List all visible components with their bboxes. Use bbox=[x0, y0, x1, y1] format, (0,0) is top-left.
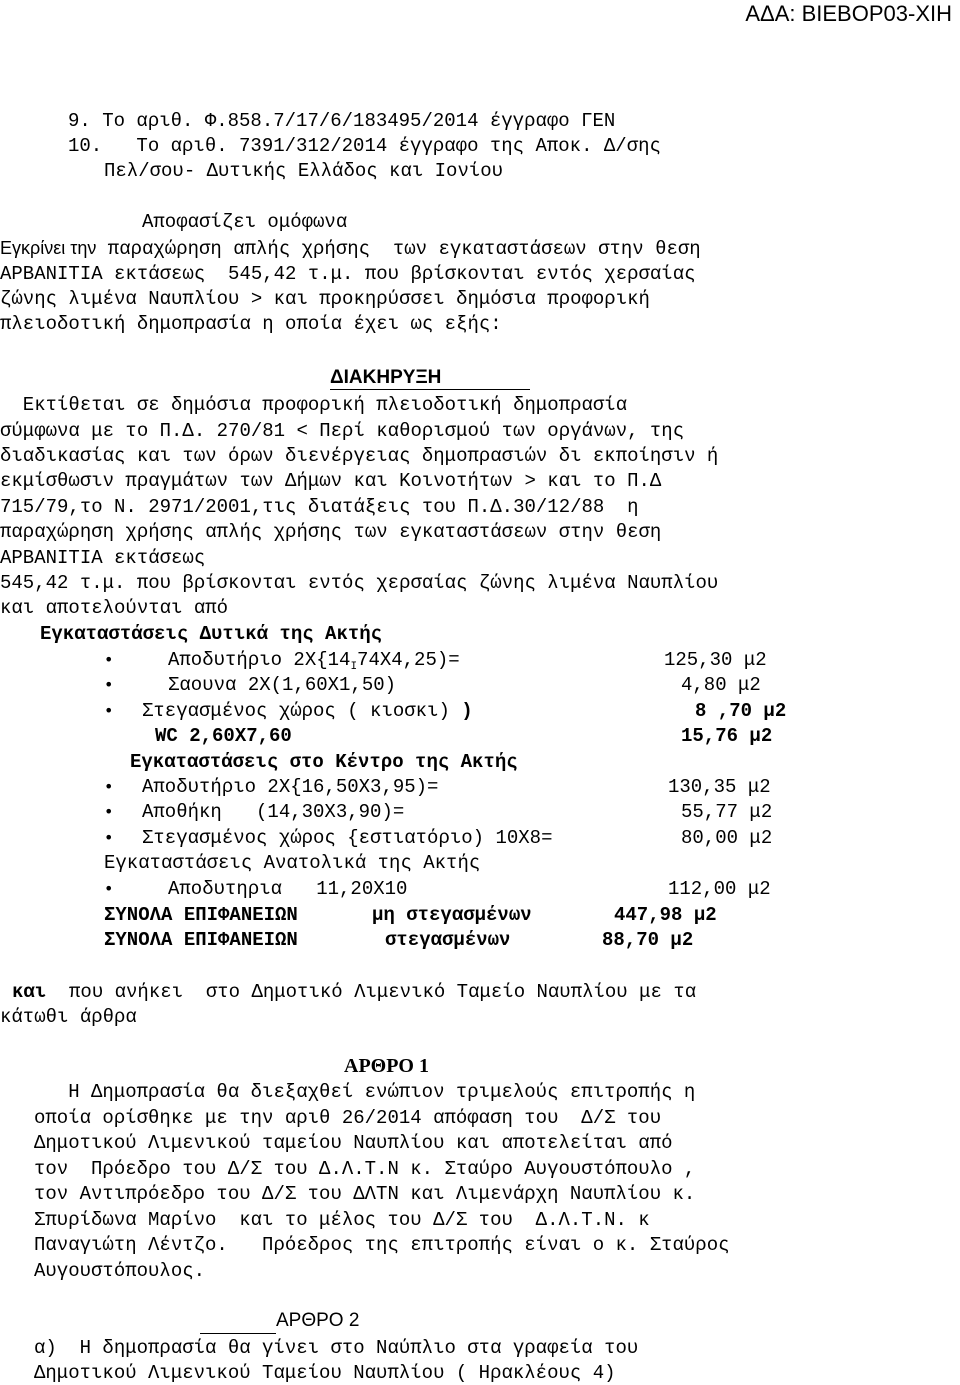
notice-title-underline bbox=[330, 389, 530, 390]
belongs-line-1 bbox=[12, 980, 696, 1004]
bullet-icon: • bbox=[104, 650, 114, 669]
bullet-icon: • bbox=[104, 828, 114, 847]
facility-desc: Αποδυτήριο 2Χ{16,50Χ3,95)= bbox=[142, 776, 439, 798]
belongs-rest: που ανήκει στο Δημοτικό Λιμενικό Ταμείο Ναυπλίου με τα bbox=[46, 981, 697, 1003]
wc-desc: WC 2,60Χ7,60 bbox=[155, 725, 292, 747]
article-2-line: α) Η δημοπρασία θα γίνει στο Ναύπλιο στα γραφεία του bbox=[34, 1337, 639, 1359]
facility-desc: Αποδυτηρια 11,20Χ10 bbox=[168, 878, 408, 900]
bullet-icon: • bbox=[104, 802, 114, 821]
bullet-icon: • bbox=[104, 675, 114, 694]
bullet-icon: • bbox=[104, 879, 114, 898]
article-1-line: Η Δημοπρασία θα διεξαχθεί ενώπιον τριμελούς επιτροπής η bbox=[34, 1081, 696, 1103]
notice-line: 715/79,το Ν. 2971/2001,τις διατάξεις του Π.Δ.30/12/88 η bbox=[0, 496, 639, 518]
bullet-icon: • bbox=[104, 701, 114, 720]
decision-line-4: πλειοδοτική δημοπρασία η οποία έχει ως εξής: bbox=[0, 313, 502, 335]
notice-line: διαδικασίας και των όρων διενέργειας δημοπρασιών δι εκποίησιν ή bbox=[0, 445, 719, 467]
total-covered-area: 88,70 μ2 bbox=[602, 929, 694, 951]
wc-area: 15,76 μ2 bbox=[681, 725, 773, 747]
facility-desc-part: ) bbox=[449, 700, 473, 722]
ada-code: ΑΔΑ: ΒΙΕΒΟΡ03-ΧΙΗ bbox=[745, 1, 952, 26]
west-facilities-heading: Εγκαταστάσεις Δυτικά της Ακτής bbox=[40, 623, 383, 645]
total-uncovered-area: 447,98 μ2 bbox=[614, 904, 717, 926]
decision-line-3: ζώνης λιμένα Ναυπλίου > και προκηρύσσει δημόσια προφορική bbox=[0, 288, 650, 310]
notice-line: παραχώρηση χρήσης απλής χρήσης των εγκαταστάσεων στην θεση bbox=[0, 521, 662, 543]
belongs-bold-word: και bbox=[12, 981, 47, 1003]
notice-line: ΑΡΒΑΝΙΤΙΑ εκτάσεως bbox=[0, 547, 206, 569]
article-1-line: οποία ορίσθηκε με την αριθ 26/2014 απόφαση του Δ/Σ του bbox=[34, 1107, 662, 1129]
article-1-title: ΑΡΘΡΟ 1 bbox=[344, 1055, 429, 1077]
total-covered-kind: στεγασμένων bbox=[385, 929, 511, 951]
notice-line: 545,42 τ.μ. που βρίσκονται εντός χερσαίας ζώνης λιμένα Ναυπλίου bbox=[0, 572, 719, 594]
facility-area: 130,35 μ2 bbox=[668, 776, 771, 798]
ref-item-9: 9. Το αριθ. Φ.858.7/17/6/183495/2014 έγγραφο ΓΕΝ bbox=[68, 110, 616, 132]
decision-line-1 bbox=[0, 236, 701, 261]
facility-desc bbox=[142, 699, 473, 723]
article-1-line: Παναγιώτη Λέντζο. Πρόεδρος της επιτροπής είναι ο κ. Σταύρος bbox=[34, 1234, 730, 1256]
center-facilities-heading: Εγκαταστάσεις στο Κέντρο της Ακτής bbox=[130, 751, 518, 773]
notice-line: Εκτίθεται σε δημόσια προφορική πλειοδοτική δημοπρασία bbox=[0, 394, 628, 416]
facility-area: 112,00 μ2 bbox=[668, 878, 771, 900]
facility-desc: Στεγασμένος χώρος {εστιατόριο) 10Χ8= bbox=[142, 827, 553, 849]
article-2-underline bbox=[200, 1333, 276, 1334]
facility-area: 55,77 μ2 bbox=[681, 801, 773, 823]
total-uncovered-kind: μη στεγασμένων bbox=[372, 904, 532, 926]
notice-line: εκμίσθωσιν πραγμάτων των Δήμων και Κοινοτήτων > και το Π.Δ bbox=[0, 470, 662, 492]
ref-item-10-cont: Πελ/σου- Δυτικής Ελλάδος και Ιονίου bbox=[104, 160, 504, 182]
notice-title: ΔΙΑΚΗΡΥΞΗ bbox=[330, 367, 442, 388]
decision-line-1-rest: παραχώρηση απλής χρήσης των εγκαταστάσεων στην θεση bbox=[96, 238, 701, 260]
facility-area: 125,30 μ2 bbox=[664, 649, 767, 671]
article-1-line: Αυγουστόπουλος. bbox=[34, 1260, 206, 1282]
approves-word: Εγκρίνει την bbox=[0, 238, 97, 258]
ref-item-10: 10. Το αριθ. 7391/312/2014 έγγραφο της Αποκ. Δ/σης bbox=[68, 135, 661, 157]
belongs-line-2: κάτωθι άρθρα bbox=[0, 1006, 137, 1028]
facility-desc: Σαουνα 2Χ(1,60Χ1,50) bbox=[168, 674, 397, 696]
article-2-title: ΑΡΘΡΟ 2 bbox=[276, 1310, 360, 1331]
facility-desc-part: 74Χ4,25)= bbox=[357, 649, 460, 671]
notice-line: και αποτελούνται από bbox=[0, 597, 229, 619]
facility-desc-sub: Ι bbox=[350, 661, 358, 673]
total-covered-label: ΣΥΝΟΛΑ ΕΠΙΦΑΝΕΙΩΝ bbox=[104, 929, 298, 951]
facility-desc: Αποθήκη (14,30Χ3,90)= bbox=[142, 801, 405, 823]
article-1-line: τον Πρόεδρο του Δ/Σ του Δ.Λ.Τ.Ν κ. Σταύρο Αυγουστόπουλο , bbox=[34, 1158, 696, 1180]
article-2-line: Δημοτικού Λιμενικού Ταμείου Ναυπλίου ( Ηρακλέους 4) bbox=[34, 1362, 616, 1384]
facility-area: 8 ,70 μ2 bbox=[695, 700, 787, 722]
article-1-line: Σπυρίδωνα Μαρίνο και το μέλος του Δ/Σ του Δ.Λ.Τ.Ν. κ bbox=[34, 1209, 650, 1231]
decision-line-2: ΑΡΒΑΝΙΤΙΑ εκτάσεως 545,42 τ.μ. που βρίσκονται εντός χερσαίας bbox=[0, 263, 696, 285]
notice-line: σύμφωνα με το Π.Δ. 270/81 < Περί καθορισμού των οργάνων, της bbox=[0, 420, 685, 442]
facility-area: 4,80 μ2 bbox=[681, 674, 761, 696]
decision-heading: Αποφασίζει ομόφωνα bbox=[142, 211, 348, 233]
bullet-icon: • bbox=[104, 777, 114, 796]
article-1-line: τον Αντιπρόεδρο του Δ/Σ του ΔΛΤΝ και Λιμενάρχη Ναυπλίου κ. bbox=[34, 1183, 696, 1205]
facility-desc-part: Αποδυτήριο 2Χ{14 bbox=[168, 649, 351, 671]
total-uncovered-label: ΣΥΝΟΛΑ ΕΠΙΦΑΝΕΙΩΝ bbox=[104, 904, 298, 926]
facility-area: 80,00 μ2 bbox=[681, 827, 773, 849]
facility-desc-part: Στεγασμένος χώρος ( κιοσκι) bbox=[142, 700, 450, 722]
east-facilities-heading: Εγκαταστάσεις Ανατολικά της Ακτής bbox=[104, 852, 481, 874]
article-1-line: Δημοτικού Λιμενικού ταμείου Ναυπλίου και αποτελείται από bbox=[34, 1132, 673, 1154]
